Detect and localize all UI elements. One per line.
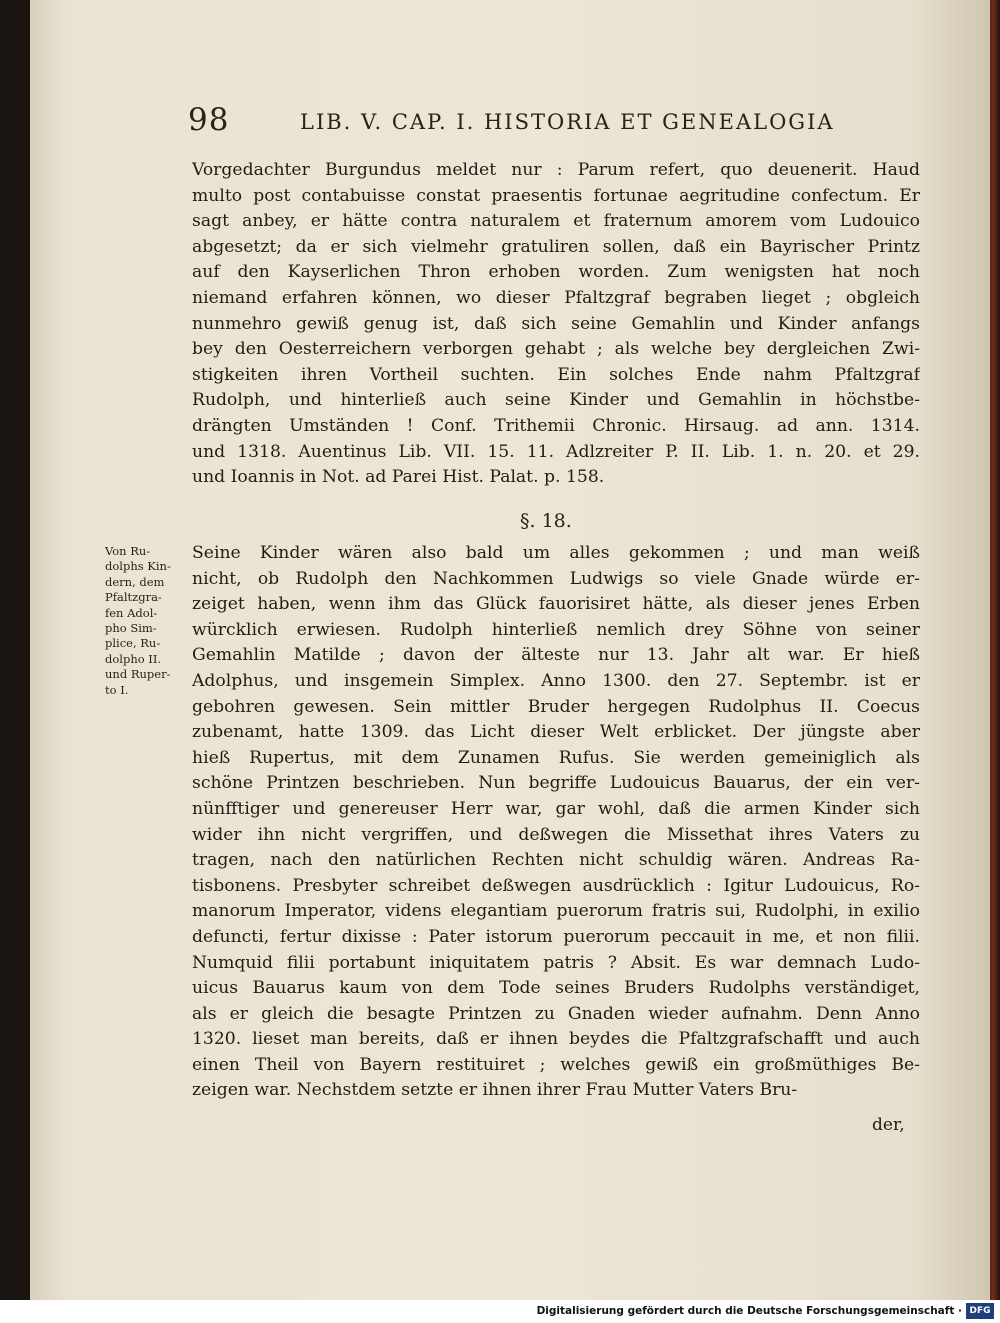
digitization-footer <box>0 1300 1000 1323</box>
text-line: gebohren gewesen. Sein mittler Bruder hergegen Rudolphus II. Coecus <box>192 696 920 717</box>
paragraph-1 <box>192 158 920 491</box>
text-line: tragen, nach den natürlichen Rechten nicht schuldig wären. Andreas Ra- <box>192 850 920 871</box>
marginal-line: dolphs Kin- <box>105 559 171 574</box>
paragraph-2 <box>192 541 920 1104</box>
text-line: drängten Umständen ! Conf. Trithemii Chronic. Hirsaug. ad ann. 1314. <box>192 415 920 436</box>
text-line: bey den Oesterreichern verborgen gehabt ; als welche bey dergleichen Zwi- <box>192 339 920 360</box>
dfg-logo: DFG <box>966 1303 994 1319</box>
text-line: abgesetzt; da er sich vielmehr gratuliren sollen, daß ein Bayrischer Printz <box>192 236 920 257</box>
text-line: sagt anbey, er hätte contra naturalem et fraternum amorem vom Ludouico <box>192 211 920 232</box>
text-line: defuncti, fertur dixisse : Pater istorum puerorum peccauit in me, et non filii. <box>192 926 920 947</box>
marginal-note <box>105 544 191 698</box>
footer-credit: Digitalisierung gefördert durch die Deutsche Forschungsgemeinschaft · <box>536 1305 962 1317</box>
text-line: Numquid filii portabunt iniquitatem patris ? Absit. Es war demnach Ludo- <box>192 952 920 973</box>
text-line: schöne Printzen beschrieben. Nun begriffe Ludouicus Bauarus, der ein ver- <box>192 773 920 794</box>
text-line: hieß Rupertus, mit dem Zunamen Rufus. Sie werden gemeiniglich als <box>192 747 920 768</box>
text-line: Seine Kinder wären also bald um alles gekommen ; und man weiß <box>192 543 920 563</box>
text-line: Gemahlin Matilde ; davon der älteste nur 13. Jahr alt war. Er hieß <box>192 645 920 666</box>
marginal-line: fen Adol- <box>105 605 158 620</box>
text-line: zeigen war. Nechstdem setzte er ihnen ihrer Frau Mutter Vaters Bru- <box>192 1080 798 1101</box>
text-line: nünfftiger und genereuser Herr war, gar wohl, daß die armen Kinder sich <box>192 798 920 819</box>
text-line: und Ioannis in Not. ad Parei Hist. Palat. p. 158. <box>192 467 605 488</box>
text-line: und 1318. Auentinus Lib. VII. 15. 11. Adlzreiter P. II. Lib. 1. n. 20. et 29. <box>192 441 920 462</box>
page-number: 98 <box>188 102 230 138</box>
running-head: LIB. V. CAP. I. HISTORIA ET GENEALOGIA <box>300 110 835 134</box>
text-line: 1320. lieset man bereits, daß er ihnen beydes die Pfaltzgrafschafft und auch <box>192 1029 920 1050</box>
text-line: als er gleich die besagte Printzen zu Gnaden wieder aufnahm. Denn Anno <box>192 1003 920 1024</box>
marginal-line: Pfaltzgra- <box>105 590 162 605</box>
marginal-line: pho Sim- <box>105 621 157 636</box>
text-line: wider ihn nicht vergriffen, und deßwegen die Missethat ihres Vaters zu <box>192 824 920 845</box>
page-header <box>188 102 835 142</box>
text-line: auf den Kayserlichen Thron erhoben worden. Zum wenigsten hat noch <box>192 262 920 283</box>
text-line: multo post contabuisse constat praesentis fortunae aegritudine confectum. Er <box>192 185 920 206</box>
text-line: tisbonens. Presbyter schreibet deßwegen ausdrücklich : Igitur Ludouicus, Ro- <box>192 875 920 896</box>
marginal-line: to I. <box>105 682 129 697</box>
text-line: zubenamt, hatte 1309. das Licht dieser Welt erblicket. Der jüngste aber <box>192 722 920 743</box>
text-line: nicht, ob Rudolph den Nachkommen Ludwigs so viele Gnade würde er- <box>192 568 920 589</box>
section-mark: §. 18. <box>520 510 572 532</box>
marginal-line: und Ruper- <box>105 667 171 682</box>
marginal-line: dern, dem <box>105 574 165 589</box>
text-line: einen Theil von Bayern restituiret ; welches gewiß ein großmüthiges Be- <box>192 1054 920 1075</box>
text-line: Vorgedachter Burgundus meldet nur : Parum refert, quo deuenerit. Haud <box>192 160 920 180</box>
marginal-line: Von Ru- <box>105 544 151 558</box>
text-line: würcklich erwiesen. Rudolph hinterließ nemlich drey Söhne von seiner <box>192 619 920 640</box>
marginal-line: dolpho II. <box>105 651 162 666</box>
text-line: stigkeiten ihren Vortheil suchten. Ein solches Ende nahm Pfaltzgraf <box>192 364 920 385</box>
text-line: niemand erfahren können, wo dieser Pfaltzgraf begraben lieget ; obgleich <box>192 287 920 308</box>
text-line: nunmehro gewiß genug ist, daß sich seine Gemahlin und Kinder anfangs <box>192 313 920 334</box>
text-line: zeiget haben, wenn ihm das Glück fauorisiret hätte, als dieser jenes Erben <box>192 594 920 615</box>
text-line: Adolphus, und insgemein Simplex. Anno 1300. den 27. Septembr. ist er <box>192 670 920 691</box>
text-line: Rudolph, und hinterließ auch seine Kinder und Gemahlin in höchstbe- <box>192 390 920 411</box>
catchword: der, <box>872 1115 905 1135</box>
marginal-line: plice, Ru- <box>105 636 161 651</box>
text-line: manorum Imperator, videns elegantiam puerorum fratris sui, Rudolphi, in exilio <box>192 901 920 922</box>
text-line: uicus Bauarus kaum von dem Tode seines Bruders Rudolphs verständiget, <box>192 978 920 999</box>
